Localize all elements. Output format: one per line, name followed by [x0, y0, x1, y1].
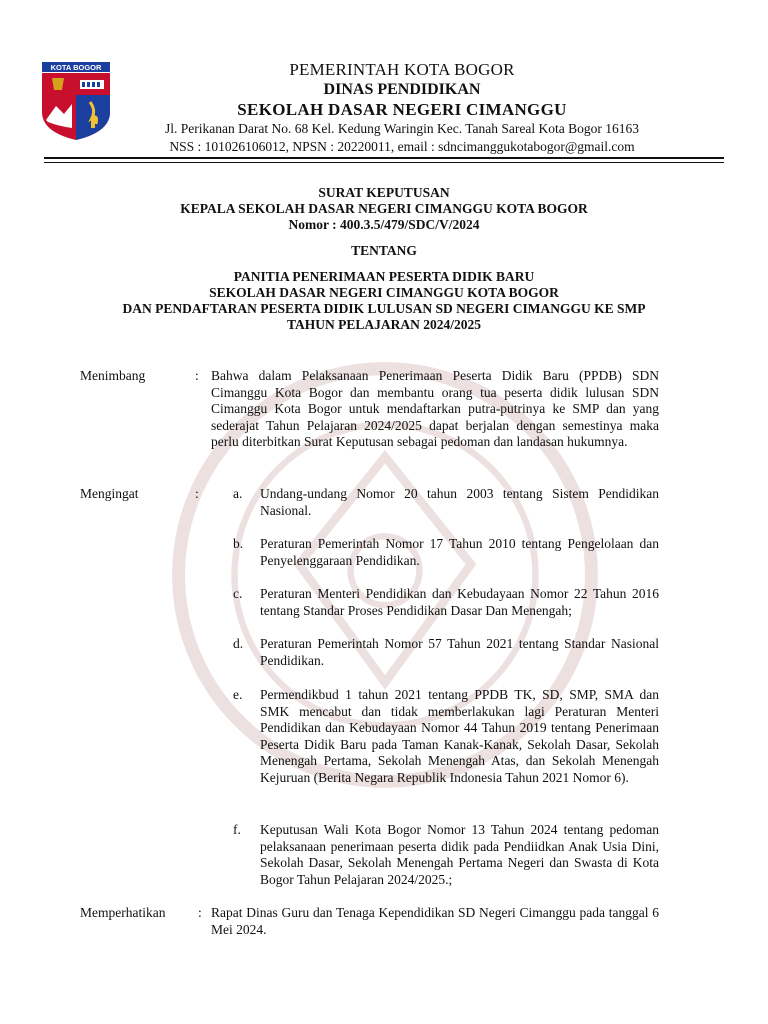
decree-subject-line-1: PANITIA PENERIMAAN PESERTA DIDIK BARU: [233, 269, 535, 284]
decree-title: [44, 185, 724, 333]
list-item-text: Peraturan Pemerintah Nomor 57 Tahun 2021 tentang Standar Nasional Pendidikan.: [260, 636, 659, 668]
decree-subject-line-2: SEKOLAH DASAR NEGERI CIMANGGU KOTA BOGOR: [209, 285, 559, 300]
header-divider-thin: [44, 162, 724, 163]
header-divider-thick: [44, 157, 724, 159]
decree-type: SURAT KEPUTUSAN: [318, 185, 450, 200]
decree-number: Nomor : 400.3.5/479/SDC/V/2024: [288, 217, 480, 232]
list-item-text: Undang-undang Nomor 20 tahun 2003 tentang Sistem Pendidikan Nasional.: [260, 486, 659, 518]
decree-subject-line-3: DAN PENDAFTARAN PESERTA DIDIK LULUSAN SD NEGERI CIMANGGU KE SMP: [122, 301, 646, 316]
menimbang-colon: :: [195, 368, 199, 383]
list-marker: c.: [233, 586, 243, 601]
list-item-text: Peraturan Pemerintah Nomor 17 Tahun 2010 tentang Pengelolaan dan Penyelenggaraan Pendidikan.: [260, 536, 659, 568]
memperhatikan-label: Memperhatikan: [80, 905, 166, 920]
school-identity: NSS : 101026106012, NPSN : 20220011, email : sdncimanggukotabogor@gmail.com: [169, 139, 635, 154]
list-item-text: Permendikbud 1 tahun 2021 tentang PPDB TK, SD, SMP, SMA dan SMK mencabut dan tidak memberlakukan lagi Peraturan Menteri Pendidikan dan Kebudayaan Nomor 44 Tahun 2019 tentang Penerimaan Peserta Didik Baru pada Taman Kanak-Kanak, Sekolah Dasar, Sekolah Menengah Pertama, Sekolah Menengah Atas, dan Sekolah Menengah Kejuruan (Berita Negara Republik Indonesia Tahun 2021 Nomor 6).: [260, 687, 659, 785]
memperhatikan-colon: :: [198, 905, 202, 920]
list-marker: f.: [233, 822, 241, 837]
list-marker: e.: [233, 687, 243, 702]
school-name: SEKOLAH DASAR NEGERI CIMANGGU: [237, 100, 567, 119]
list-marker: a.: [233, 486, 243, 501]
decree-subject-line-4: TAHUN PELAJARAN 2024/2025: [286, 317, 481, 332]
decree-about-label: TENTANG: [351, 243, 417, 258]
decree-issuer: KEPALA SEKOLAH DASAR NEGERI CIMANGGU KOTA BOGOR: [180, 201, 588, 216]
government-name: PEMERINTAH KOTA BOGOR: [289, 60, 515, 79]
list-item-text: Peraturan Menteri Pendidikan dan Kebudayaan Nomor 22 Tahun 2016 tentang Standar Proses Pendidikan Dasar Dan Menengah;: [260, 586, 659, 618]
svg-text:KOTA BOGOR: KOTA BOGOR: [50, 63, 102, 72]
list-item-text: Keputusan Wali Kota Bogor Nomor 13 Tahun 2024 tentang pedoman pelaksanaan penerimaan peserta didik pada Pendiidkan Anak Usia Dini, Sekolah Dasar, Sekolah Menengah Pertama Negeri dan Swasta di Kota Bogor Tahun Pelajaran 2024/2025.;: [260, 822, 659, 887]
letterhead: [100, 60, 704, 156]
mengingat-label: Mengingat: [80, 486, 139, 501]
memperhatikan-text: Rapat Dinas Guru dan Tenaga Kependidikan SD Negeri Cimanggu pada tanggal 6 Mei 2024.: [211, 905, 659, 937]
mengingat-colon: :: [195, 486, 199, 501]
list-marker: d.: [233, 636, 244, 651]
school-address: Jl. Perikanan Darat No. 68 Kel. Kedung Waringin Kec. Tanah Sareal Kota Bogor 16163: [165, 121, 639, 136]
menimbang-label: Menimbang: [80, 368, 146, 383]
menimbang-text: Bahwa dalam Pelaksanaan Penerimaan Peserta Didik Baru (PPDB) SDN Cimanggu Kota Bogor dan membantu orang tua peserta didik lulusan SDN Cimanggu Kota Bogor untuk mendaftarkan putra-putrinya ke SMP dan yang sederajat Tahun Pelajaran 2024/2025 dapat berjalan dengan semestinya maka perlu diterbitkan Surat Keputusan sebagai pedoman dan landasan hukumnya.: [211, 368, 659, 449]
department-name: DINAS PENDIDIKAN: [323, 81, 481, 98]
list-marker: b.: [233, 536, 244, 551]
